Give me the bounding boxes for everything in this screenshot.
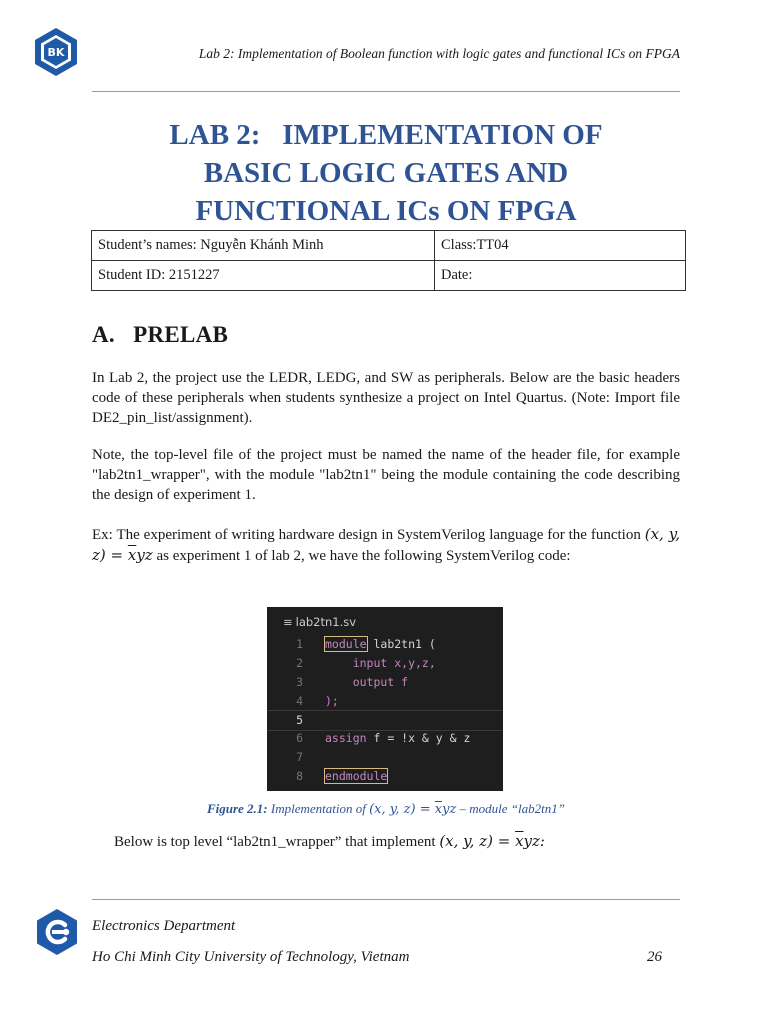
file-lines-icon: ≡ bbox=[283, 615, 293, 629]
code-line: 2 input x,y,z, bbox=[296, 656, 436, 670]
wrapper-formula: (x, y, $z) = \overline{x}yz$: bbox=[439, 832, 545, 850]
code-keyword: endmodule bbox=[325, 769, 388, 783]
code-line: 4 ); bbox=[296, 694, 339, 708]
title-line-2: BASIC LOGIC GATES AND bbox=[203, 157, 569, 189]
student-info-table bbox=[91, 230, 686, 291]
example-formula: (x, y, $z) = \overline{x}yz$ bbox=[92, 525, 680, 564]
title-line-1: LAB 2: IMPLEMENTATION OF bbox=[169, 119, 603, 151]
title-line-3: FUNCTIONAL ICs ON FPGA bbox=[195, 195, 577, 227]
paragraph-wrapper-intro: Below is top level “lab2tn1_wrapper” that implement (x, y, $z) = \overline{x}yz$: bbox=[114, 832, 545, 850]
figure-caption: Figure 2.1: Implementation of (x, y, $z) = \overline{x}yz$ – module “lab2tn1” bbox=[206, 801, 566, 817]
code-line: 3 output f bbox=[296, 675, 409, 689]
footer-university: Ho Chi Minh City University of Technology, Vietnam bbox=[92, 949, 410, 965]
page-title bbox=[92, 116, 680, 230]
editor-filename: lab2tn1.sv bbox=[295, 615, 357, 629]
university-logo-icon bbox=[30, 26, 82, 78]
header-divider bbox=[92, 91, 680, 92]
code-line: 7 bbox=[296, 750, 303, 764]
table-row bbox=[92, 231, 686, 261]
table-row bbox=[92, 261, 686, 291]
department-logo-icon bbox=[32, 907, 82, 957]
example-text-suffix: as experiment 1 of lab 2, we have the following SystemVerilog code: bbox=[152, 548, 571, 564]
example-text: Ex: The experiment of writing hardware design in SystemVerilog language for the function bbox=[92, 527, 641, 543]
paragraph-top-level-note: Note, the top-level file of the project must be named the name of the header file, for example "lab2tn1_wrapper", with the module "lab2tn1" being the module containing the code describing the design of experiment 1. bbox=[92, 447, 680, 503]
code-keyword: module bbox=[325, 637, 367, 651]
paragraph-example bbox=[92, 524, 680, 566]
code-line: 8 endmodule bbox=[296, 769, 388, 783]
code-line: 6 assign f = !x & y & z bbox=[296, 731, 471, 745]
code-keyword: assign bbox=[325, 731, 367, 745]
page-number: 26 bbox=[647, 949, 662, 965]
class-cell: Class:TT04 bbox=[435, 231, 686, 261]
code-line-active: 5 bbox=[267, 710, 503, 731]
footer-divider bbox=[92, 899, 680, 900]
editor-tab bbox=[283, 615, 356, 629]
logo-text: BK bbox=[47, 46, 65, 59]
caption-formula: (x, y, $z) = \overline{x}yz$ bbox=[369, 802, 457, 817]
paragraph-peripherals: In Lab 2, the project use the LEDR, LEDG, and SW as peripherals. Below are the basic headers code of these peripherals when students synthesize a project on Intel Quartus. (Note: Import file DE2_pin_list/assignment). bbox=[92, 370, 680, 426]
student-id-cell: Student ID: 2151227 bbox=[92, 261, 435, 291]
figure-label: Figure 2.1: bbox=[206, 801, 268, 816]
code-line: 1 module lab2tn1 ( bbox=[296, 637, 436, 651]
student-names-cell: Student’s names: Nguyễn Khánh Minh bbox=[92, 231, 435, 261]
footer-department: Electronics Department bbox=[92, 918, 236, 934]
date-cell: Date: bbox=[435, 261, 686, 291]
section-heading-prelab: A. PRELAB bbox=[92, 322, 229, 347]
running-header: Lab 2: Implementation of Boolean function with logic gates and functional ICs on FPGA bbox=[198, 46, 680, 61]
code-editor-figure bbox=[267, 607, 503, 791]
